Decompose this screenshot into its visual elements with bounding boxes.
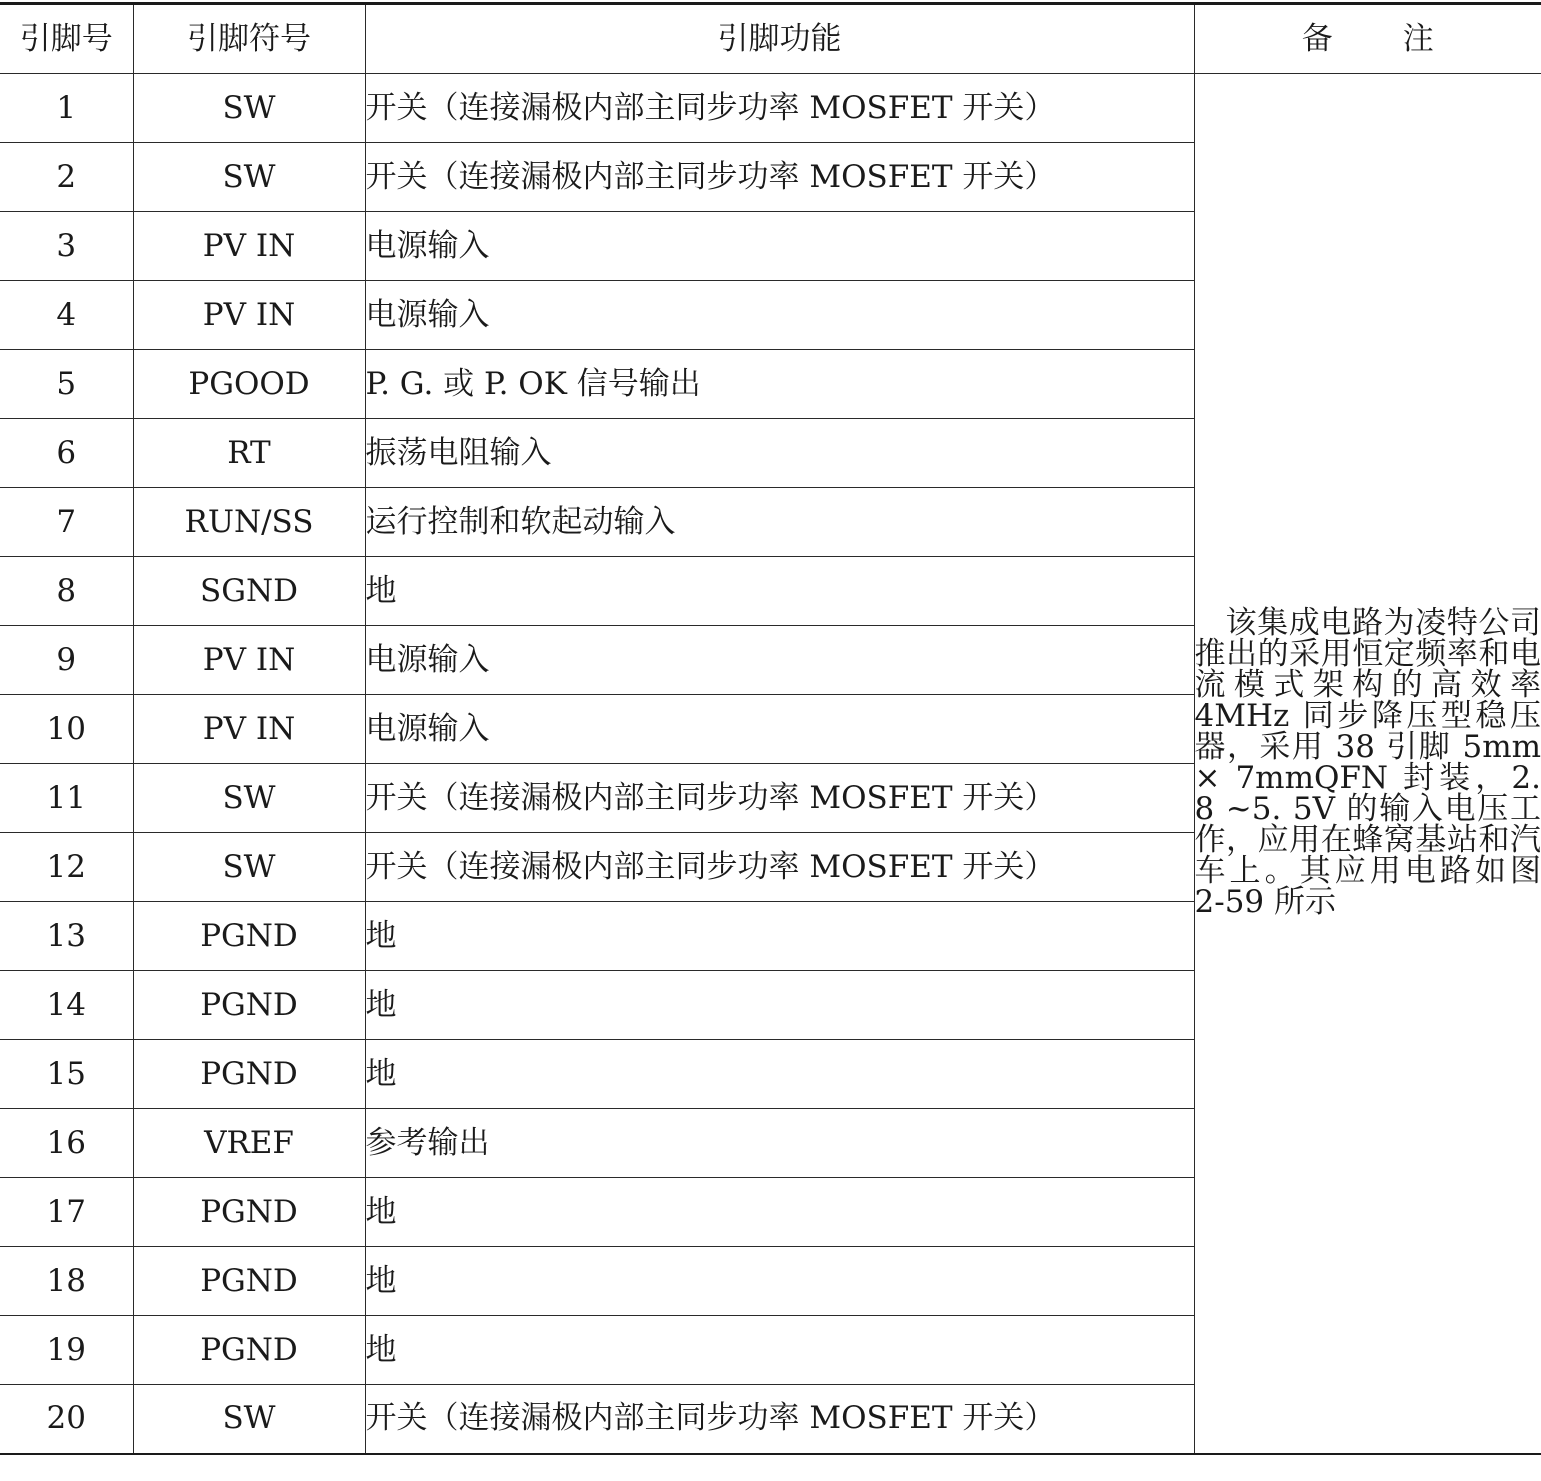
pin-function: 开关（连接漏极内部主同步功率 MOSFET 开关）	[365, 764, 1194, 833]
pin-number: 13	[0, 902, 133, 971]
pin-function: 开关（连接漏极内部主同步功率 MOSFET 开关）	[365, 74, 1194, 143]
table-body	[0, 74, 1541, 1454]
pin-function: 电源输入	[365, 626, 1194, 695]
pin-function: 开关（连接漏极内部主同步功率 MOSFET 开关）	[365, 1385, 1194, 1454]
pin-function: 地	[365, 1178, 1194, 1247]
pin-number: 7	[0, 488, 133, 557]
pin-number: 15	[0, 1040, 133, 1109]
table-row	[0, 74, 1541, 143]
pin-symbol: PGOOD	[133, 350, 365, 419]
pin-number: 3	[0, 212, 133, 281]
header-pin-no: 引脚号	[0, 4, 133, 74]
pin-symbol: RUN/SS	[133, 488, 365, 557]
header-note	[1194, 4, 1541, 74]
pin-symbol: PGND	[133, 1316, 365, 1385]
pin-symbol: SW	[133, 833, 365, 902]
pin-function: 开关（连接漏极内部主同步功率 MOSFET 开关）	[365, 143, 1194, 212]
pin-function: 运行控制和软起动输入	[365, 488, 1194, 557]
pin-function: 电源输入	[365, 281, 1194, 350]
pin-number: 20	[0, 1385, 133, 1454]
header-pin-symbol: 引脚符号	[133, 4, 365, 74]
pin-function: 开关（连接漏极内部主同步功率 MOSFET 开关）	[365, 833, 1194, 902]
note-text: 该集成电路为凌特公司推出的采用恒定频率和电流模式架构的高效率 4MHz 同步降压型稳压器，采用 38 引脚 5mm × 7mmQFN 封装，2. 8 ~5. 5V 的输入电压工作，应用在蜂窝基站和汽车上。其应用电路如图 2-59 所示	[1194, 74, 1541, 1454]
pin-table	[0, 2, 1541, 1455]
pin-function: 地	[365, 1247, 1194, 1316]
header-note-char2: 注	[1402, 20, 1434, 57]
pin-number: 19	[0, 1316, 133, 1385]
pin-function: 地	[365, 971, 1194, 1040]
pin-symbol: PV IN	[133, 695, 365, 764]
pin-function: P. G. 或 P. OK 信号输出	[365, 350, 1194, 419]
pin-symbol: PGND	[133, 971, 365, 1040]
pin-function: 地	[365, 902, 1194, 971]
pin-symbol: PV IN	[133, 626, 365, 695]
pin-symbol: SGND	[133, 557, 365, 626]
pin-function: 地	[365, 1316, 1194, 1385]
pin-function: 电源输入	[365, 212, 1194, 281]
pin-number: 4	[0, 281, 133, 350]
pin-symbol: PGND	[133, 1247, 365, 1316]
pin-symbol: SW	[133, 143, 365, 212]
pin-number: 2	[0, 143, 133, 212]
pin-symbol: VREF	[133, 1109, 365, 1178]
pin-function: 地	[365, 1040, 1194, 1109]
pin-number: 17	[0, 1178, 133, 1247]
pin-symbol: RT	[133, 419, 365, 488]
pin-number: 12	[0, 833, 133, 902]
pin-symbol: SW	[133, 764, 365, 833]
pin-function: 电源输入	[365, 695, 1194, 764]
header-note-char1: 备	[1301, 20, 1333, 57]
pin-number: 10	[0, 695, 133, 764]
pin-symbol: SW	[133, 1385, 365, 1454]
pin-number: 8	[0, 557, 133, 626]
pin-number: 5	[0, 350, 133, 419]
pin-symbol: PGND	[133, 902, 365, 971]
pin-number: 11	[0, 764, 133, 833]
pin-symbol: PV IN	[133, 281, 365, 350]
pin-function: 振荡电阻输入	[365, 419, 1194, 488]
pin-symbol: PGND	[133, 1040, 365, 1109]
header-row	[0, 4, 1541, 74]
pin-number: 1	[0, 74, 133, 143]
pin-function: 地	[365, 557, 1194, 626]
header-pin-function: 引脚功能	[365, 4, 1194, 74]
pin-number: 14	[0, 971, 133, 1040]
pin-function: 参考输出	[365, 1109, 1194, 1178]
pin-symbol: SW	[133, 74, 365, 143]
pin-number: 18	[0, 1247, 133, 1316]
pin-symbol: PGND	[133, 1178, 365, 1247]
pin-number: 16	[0, 1109, 133, 1178]
pin-number: 6	[0, 419, 133, 488]
pin-number: 9	[0, 626, 133, 695]
pin-symbol: PV IN	[133, 212, 365, 281]
